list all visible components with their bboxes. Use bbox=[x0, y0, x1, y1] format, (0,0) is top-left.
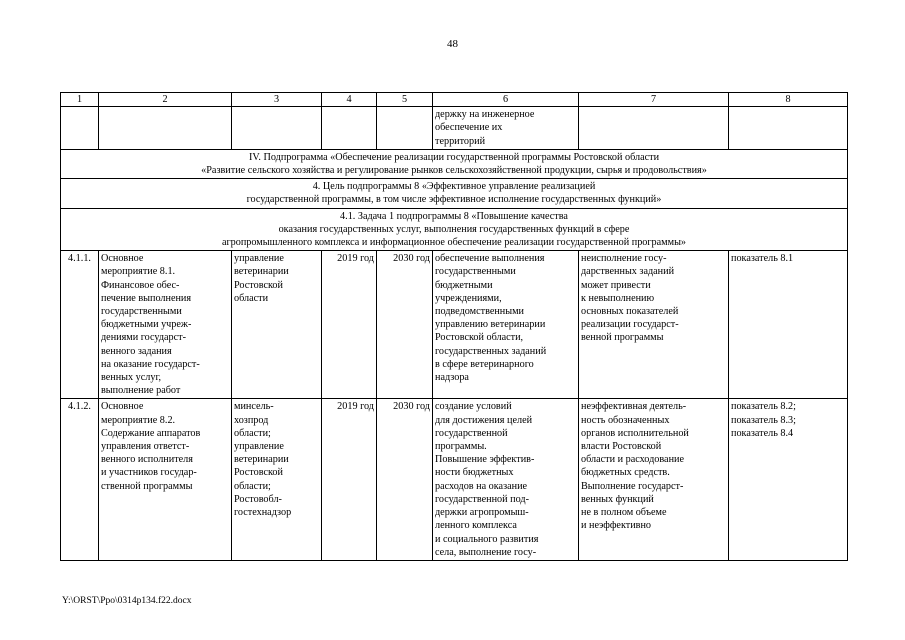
non-implementation-consequences: неисполнение госу- дарственных заданий может привести к невыполнению основных показателей реализации государст- венной программы bbox=[579, 251, 729, 399]
expected-result: создание условий для достижения целей государственной программы. Повышение эффектив- ности бюджетных расходов на оказание государственной под- держки агропромыш- ленного комплекса и социального развития села, выполнение госу- bbox=[433, 399, 579, 560]
non-implementation-consequences: неэффективная деятель- ность обозначенных органов исполнительной власти Ростовской области и расходование бюджетных средств. Выполнение государст- венных функций не в полном объеме и неэффективно bbox=[579, 399, 729, 560]
end-year: 2030 год bbox=[377, 399, 433, 560]
table-cell bbox=[61, 107, 99, 150]
table-cell bbox=[99, 107, 232, 150]
expected-result: обеспечение выполнения государственными бюджетными учреждениями, подведомственными управлению ветеринарии Ростовской области, государственных заданий в сфере ветеринарного надзора bbox=[433, 251, 579, 399]
event-name: Основное мероприятие 8.2. Содержание аппаратов управления ответст- венного исполнителя и участников государ- ственной программы bbox=[99, 399, 232, 560]
executor: управление ветеринарии Ростовской области bbox=[232, 251, 322, 399]
table-cell bbox=[579, 107, 729, 150]
header-cell-1: 1 bbox=[61, 93, 99, 107]
related-indicators: показатель 8.1 bbox=[729, 251, 848, 399]
goal-title: 4. Цель подпрограммы 8 «Эффективное управление реализацией государственной программы, в том числе эффективное исполнение государственных функций» bbox=[61, 179, 848, 208]
row-number: 4.1.1. bbox=[61, 251, 99, 399]
end-year: 2030 год bbox=[377, 251, 433, 399]
header-cell-4: 4 bbox=[322, 93, 377, 107]
task-row bbox=[61, 208, 848, 251]
program-table bbox=[60, 92, 847, 561]
header-cell-5: 5 bbox=[377, 93, 433, 107]
header-cell-7: 7 bbox=[579, 93, 729, 107]
header-cell-3: 3 bbox=[232, 93, 322, 107]
header-cell-2: 2 bbox=[99, 93, 232, 107]
goal-row bbox=[61, 179, 848, 208]
table-cell bbox=[377, 107, 433, 150]
start-year: 2019 год bbox=[322, 399, 377, 560]
table-cell bbox=[232, 107, 322, 150]
table-cell: держку на инженерное обеспечение их территорий bbox=[433, 107, 579, 150]
measures-table bbox=[60, 92, 848, 561]
column-number-row bbox=[61, 93, 848, 107]
table-cell bbox=[322, 107, 377, 150]
table-row bbox=[61, 251, 848, 399]
file-path-footer: Y:\ORST\Ppo\0314p134.f22.docx bbox=[62, 596, 192, 606]
table-cell bbox=[729, 107, 848, 150]
related-indicators: показатель 8.2; показатель 8.3; показатель 8.4 bbox=[729, 399, 848, 560]
table-row bbox=[61, 399, 848, 560]
start-year: 2019 год bbox=[322, 251, 377, 399]
event-name: Основное мероприятие 8.1. Финансовое обес- печение выполнения государственными бюджетными учреж- дениями государст- венного задания на оказание государст- венных услуг, выполнение работ bbox=[99, 251, 232, 399]
task-title: 4.1. Задача 1 подпрограммы 8 «Повышение качества оказания государственных услуг, выполнения государственных функций в сфере агропромышленного комплекса и информационное обеспечение реализации государственной программы» bbox=[61, 208, 848, 251]
header-cell-8: 8 bbox=[729, 93, 848, 107]
row-number: 4.1.2. bbox=[61, 399, 99, 560]
executor: минсель- хозпрод области; управление ветеринарии Ростовской области; Ростовобл- гостехнадзор bbox=[232, 399, 322, 560]
continuation-row bbox=[61, 107, 848, 150]
header-cell-6: 6 bbox=[433, 93, 579, 107]
subprogram-title: IV. Подпрограмма «Обеспечение реализации государственной программы Ростовской области «Развитие сельского хозяйства и регулирование рынков сельскохозяйственной продукции, сырья и продовольствия» bbox=[61, 149, 848, 178]
subprogram-row bbox=[61, 149, 848, 178]
page-number: 48 bbox=[447, 38, 458, 50]
